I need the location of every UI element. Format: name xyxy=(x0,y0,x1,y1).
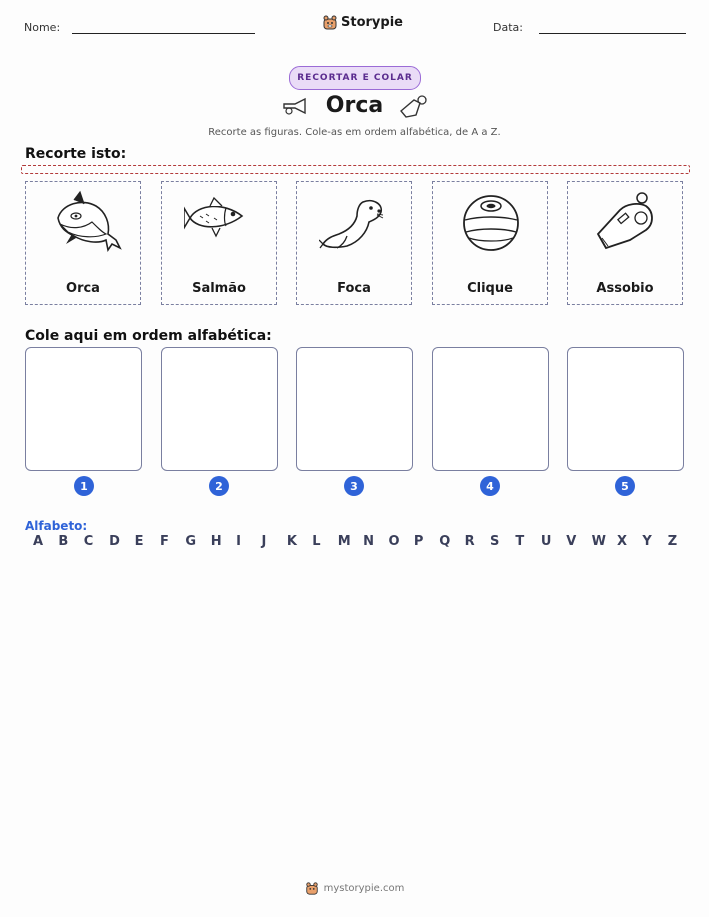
cut-card-foca[interactable] xyxy=(296,181,412,305)
alphabet-letter: K xyxy=(286,534,297,549)
cut-section-title: Recorte isto: xyxy=(25,146,127,162)
alphabet-letter: E xyxy=(134,534,144,549)
alphabet-letter: Y xyxy=(642,534,652,549)
paste-slot-2[interactable] xyxy=(161,347,278,471)
cut-card-assobio[interactable] xyxy=(567,181,683,305)
storypie-footer-logo-icon xyxy=(305,881,319,895)
alphabet-letter: F xyxy=(159,534,169,549)
alphabet-letter: C xyxy=(83,534,94,549)
brand-name: Storypie xyxy=(341,14,403,30)
paste-slot-1[interactable] xyxy=(25,347,142,471)
card-label: Assobio xyxy=(596,281,654,296)
alphabet-letter: D xyxy=(109,534,120,549)
alphabet-letter: L xyxy=(312,534,321,549)
seal-icon xyxy=(319,190,389,252)
alphabet-letter: A xyxy=(33,534,44,549)
activity-badge: RECORTAR E COLAR xyxy=(289,66,421,90)
alphabet-letter: J xyxy=(261,534,267,549)
slot-number-1: 1 xyxy=(74,476,94,496)
slot-number-4: 4 xyxy=(480,476,500,496)
alphabet-letter: I xyxy=(236,534,241,549)
alphabet-letter: Q xyxy=(439,534,451,549)
card-label: Clique xyxy=(467,281,513,296)
name-line[interactable] xyxy=(72,33,255,34)
name-label: Nome: xyxy=(24,21,61,34)
alphabet-letter: B xyxy=(58,534,69,549)
alphabet-letter: X xyxy=(616,534,628,549)
alphabet-letter: H xyxy=(210,534,222,549)
alphabet-letter: N xyxy=(363,534,374,549)
alphabet-letter: G xyxy=(185,534,197,549)
salmon-icon xyxy=(184,194,254,244)
page-title: Orca xyxy=(325,93,384,118)
alphabet-title: Alfabeto: xyxy=(25,519,88,533)
paste-slot-4[interactable] xyxy=(432,347,549,471)
alphabet-letter: U xyxy=(540,534,552,549)
paste-section-title: Cole aqui em ordem alfabética: xyxy=(25,328,272,344)
footer xyxy=(0,881,709,895)
date-label: Data: xyxy=(493,21,523,34)
card-label: Orca xyxy=(66,281,100,296)
alphabet-letter: W xyxy=(591,534,606,549)
cut-line xyxy=(21,165,690,174)
paste-slot-5[interactable] xyxy=(567,347,684,471)
alphabet-row xyxy=(25,534,685,549)
paste-slot-3[interactable] xyxy=(296,347,413,471)
brand-logo xyxy=(322,14,403,30)
cut-card-clique[interactable] xyxy=(432,181,548,305)
card-label: Salmão xyxy=(192,281,246,296)
alphabet-letter: Z xyxy=(667,534,678,549)
storypie-logo-icon xyxy=(322,14,338,30)
cut-card-orca[interactable] xyxy=(25,181,141,305)
alphabet-letter: V xyxy=(566,534,577,549)
alphabet-letter: M xyxy=(337,534,351,549)
card-label: Foca xyxy=(337,281,371,296)
slot-number-3: 3 xyxy=(344,476,364,496)
alphabet-letter: T xyxy=(515,534,525,549)
slot-number-2: 2 xyxy=(209,476,229,496)
orca-icon xyxy=(54,190,124,256)
alphabet-letter: P xyxy=(413,534,424,549)
date-line[interactable] xyxy=(539,33,686,34)
ball-icon xyxy=(460,190,522,252)
instructions: Recorte as figuras. Cole-as em ordem alfabética, de A a Z. xyxy=(208,127,501,138)
slot-number-5: 5 xyxy=(615,476,635,496)
whistle-icon xyxy=(592,190,658,252)
alphabet-letter: R xyxy=(464,534,475,549)
footer-site[interactable]: mystorypie.com xyxy=(323,882,405,894)
cut-card-salmao[interactable] xyxy=(161,181,277,305)
alphabet-letter: O xyxy=(388,534,400,549)
alphabet-letter: S xyxy=(490,534,500,549)
whistle-decoration-icon xyxy=(398,93,430,119)
